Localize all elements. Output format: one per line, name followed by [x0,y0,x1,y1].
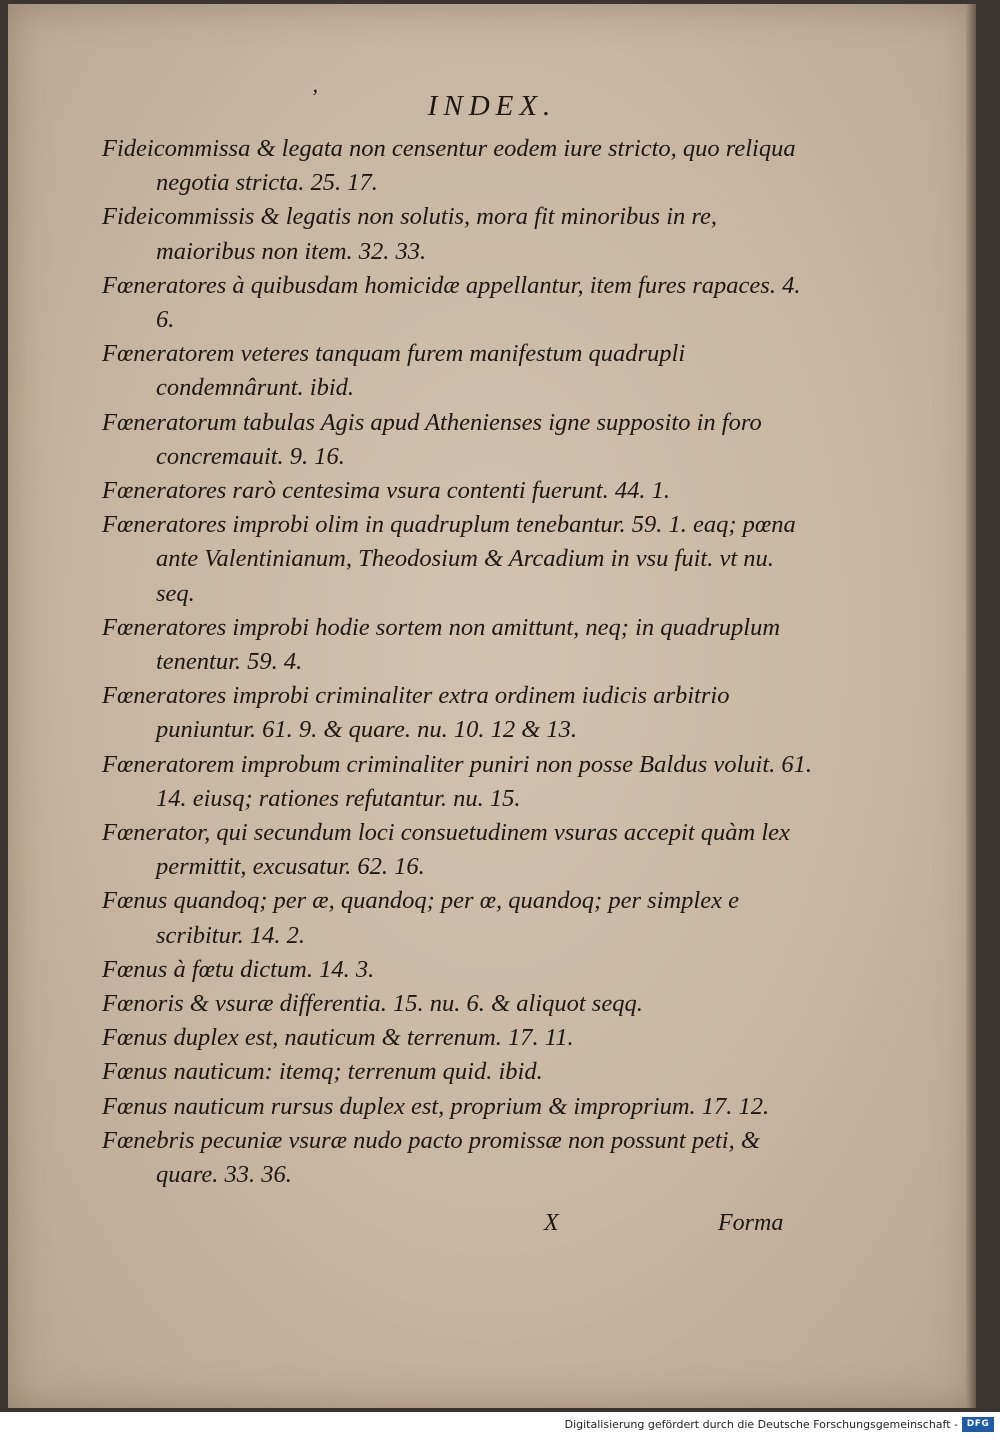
header-tick-mark: ’ [310,84,318,109]
dfg-logo: DFG [962,1417,994,1432]
index-entry: Fideicommissis & legatis non solutis, mora fit minoribus in re, maioribus non item. 32. 33. [102,203,718,265]
header-title: INDEX. [427,90,557,122]
signature-mark: X [544,1210,559,1236]
index-entry: Fœnus à fœtu dictum. 14. 3. [102,955,375,983]
index-entry: Fœnoris & vsuræ differentia. 15. nu. 6. & aliquot seqq. [102,990,643,1018]
index-entry: Fœnus nauticum: itemq; terrenum quid. ibid. [102,1058,543,1086]
index-entry: Fœneratorem veteres tanquam furem manifestum quadrupli condemnârunt. ibid. [102,340,686,402]
funding-notice: Digitalisierung gefördert durch die Deutsche Forschungsgemeinschaft - [564,1418,958,1431]
index-entries [102,132,814,1192]
index-entry: Fœneratores rarò centesima vsura contenti fuerunt. 44. 1. [102,477,670,505]
index-entry: Fœneratorem improbum criminaliter puniri non posse Baldus voluit. 61. 14. eiusq; rationes refutantur. nu. 15. [102,750,813,812]
catchword: Forma [718,1210,784,1236]
index-entry: Fœneratorum tabulas Agis apud Athenienses igne supposito in foro concremauit. 9. 16. [102,408,762,470]
index-entry: Fœneratores à quibusdam homicidæ appellantur, item fures rapaces. 4. 6. [102,271,801,334]
index-entry: Fœnus nauticum rursus duplex est, proprium & improprium. 17. 12. [102,1092,770,1120]
index-entry: Fœnebris pecuniæ vsuræ nudo pacto promissæ non possunt peti, & quare. 33. 36. [102,1126,760,1189]
index-entry: Fœnus duplex est, nauticum & terrenum. 17. 11. [102,1024,574,1052]
index-entry: Fœnus quandoq; per æ, quandoq; per œ, quandoq; per simplex e scribitur. 14. 2. [102,887,739,949]
index-entry: Fœneratores improbi criminaliter extra ordinem iudicis arbitrio puniuntur. 61. 9. & quare. nu. 10. 12 & 13. [102,682,730,744]
index-entry: Fideicommissa & legata non censentur eodem iure stricto, quo reliqua negotia stricta. 25. 17. [102,135,796,197]
index-entry: Fœneratores improbi hodie sortem non amittunt, neq; in quadruplum tenentur. 59. 4. [102,613,781,676]
page-header [8,84,976,123]
index-entry: Fœnerator, qui secundum loci consuetudinem vsuras accepit quàm lex permittit, excusatur. 62. 16. [102,819,790,881]
book-page [8,4,976,1408]
page-edge [966,4,976,1408]
digitization-footer [0,1412,1000,1439]
index-entry: Fœneratores improbi olim in quadruplum tenebantur. 59. 1. eaq; pœna ante Valentinianum, Theodosium & Arcadium in vsu fuit. vt nu. seq. [102,511,796,607]
